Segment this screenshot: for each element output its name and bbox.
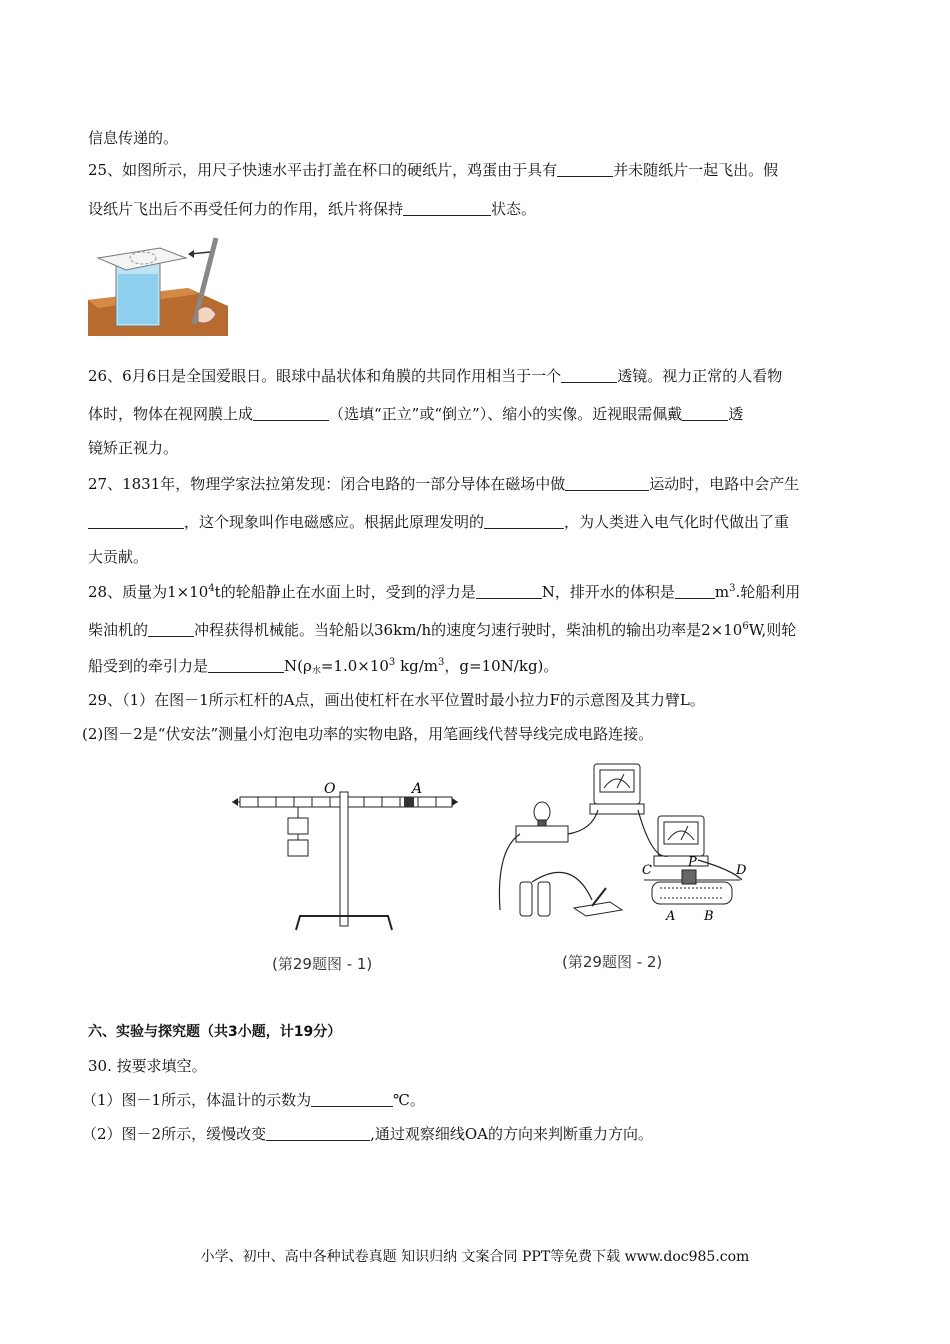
- fig1-caption: (第29题图 - 1): [272, 955, 373, 973]
- q25-line2: 设纸片飞出后不再受任何力的作用，纸片将保持 状态。: [88, 200, 537, 218]
- blank-input[interactable]: [311, 1091, 393, 1107]
- footer-text: 小学、初中、高中各种试卷真题 知识归纳 文案合同 PPT等免费下载 www.doc985.com: [200, 1249, 750, 1265]
- lever-figure: [228, 782, 462, 938]
- ammeter: [590, 764, 644, 814]
- blank-input[interactable]: [148, 621, 194, 637]
- lever-stand: [340, 792, 348, 926]
- blank-input[interactable]: [88, 513, 184, 529]
- q29-line1: 29、（1）在图－1所示杠杆的A点，画出使杠杆在水平位置时最小拉力F的示意图及其力臂L。: [88, 691, 705, 709]
- q28-line3: 船受到的牵引力是 $N(\rho_水=1.0\times 10^3$ $kg/m^3$，g=10N/kg)。: [88, 657, 559, 676]
- card: [98, 248, 186, 270]
- voltmeter: [654, 816, 708, 866]
- q30-line3: （2）图－2所示，缓慢改变 ,通过观察细线OA的方向来判断重力方向。: [82, 1125, 653, 1143]
- q27-line1: 27、1831年，物理学家法拉第发现：闭合电路的一部分导体在磁场中做 运动时，电路中会产生: [88, 475, 800, 493]
- blank-input[interactable]: [403, 200, 491, 216]
- label-c: C: [642, 863, 652, 878]
- q30-line1: 30. 按要求填空。: [88, 1057, 207, 1075]
- q27-line3: 大贡献。: [88, 548, 149, 566]
- weight-1: [288, 818, 308, 834]
- q28-line2: 柴油机的 冲程获得机械能。当轮船以36km/h的速度匀速行驶时，柴油机的输出功率是$2\times 10^6W$,则轮: [88, 621, 797, 639]
- q25-line1: 25、如图所示，用尺子快速水平击打盖在杯口的硬纸片，鸡蛋由于具有 并未随纸片一起飞出。假: [88, 161, 779, 179]
- q26-line3: 镜矫正视力。: [88, 439, 179, 457]
- blank-input[interactable]: [561, 367, 617, 383]
- section-6-heading: 六、实验与探究题（共3小题，计19分）: [88, 1024, 342, 1040]
- q30-line2: （1）图－1所示，体温计的示数为 ℃。: [82, 1091, 425, 1109]
- label-b: B: [704, 909, 714, 924]
- label-p: P: [688, 855, 697, 870]
- rheostat: [644, 870, 740, 904]
- label-d: D: [736, 863, 747, 878]
- q24-tail: 信息传递的。: [88, 129, 179, 147]
- q26-line2: 体时，物体在视网膜上成 （选填“正立”或“倒立”）、缩小的实像。近视眼需佩戴 透: [88, 405, 744, 423]
- blank-input[interactable]: [565, 475, 649, 491]
- blank-input[interactable]: [557, 161, 613, 177]
- circuit-figure: [492, 760, 758, 930]
- battery: [520, 882, 550, 916]
- weight-2: [288, 840, 308, 856]
- blank-input[interactable]: [476, 583, 542, 599]
- q28-line1: 28、质量为$1\times 10^4t$的轮船静止在水面上时，受到的浮力是 N，排开水的体积是 $m^3$.轮船利用: [88, 583, 801, 601]
- blank-input[interactable]: [675, 583, 715, 599]
- label-a: A: [666, 909, 676, 924]
- blank-input[interactable]: [253, 405, 329, 421]
- q26-line1: 26、6月6日是全国爱眼日。眼球中晶状体和角膜的共同作用相当于一个 透镜。视力正常的人看物: [88, 367, 783, 385]
- blank-input[interactable]: [208, 657, 284, 673]
- q27-line2: ，这个现象叫作电磁感应。根据此原理发明的 ，为人类进入电气化时代做出了重: [88, 512, 868, 532]
- q29-line2: (2)图－2是“伏安法”测量小灯泡电功率的实物电路，用笔画线代替导线完成电路连接。: [82, 725, 654, 743]
- blank-input[interactable]: [484, 513, 564, 529]
- label-a: A: [412, 782, 423, 797]
- blank-input[interactable]: [682, 405, 728, 421]
- bulb: [516, 802, 568, 842]
- label-o: O: [324, 782, 336, 797]
- cup-card-figure: [88, 228, 228, 338]
- fig2-caption: (第29题图 - 2): [562, 953, 663, 971]
- blank-input[interactable]: [266, 1125, 370, 1141]
- switch: [574, 888, 622, 916]
